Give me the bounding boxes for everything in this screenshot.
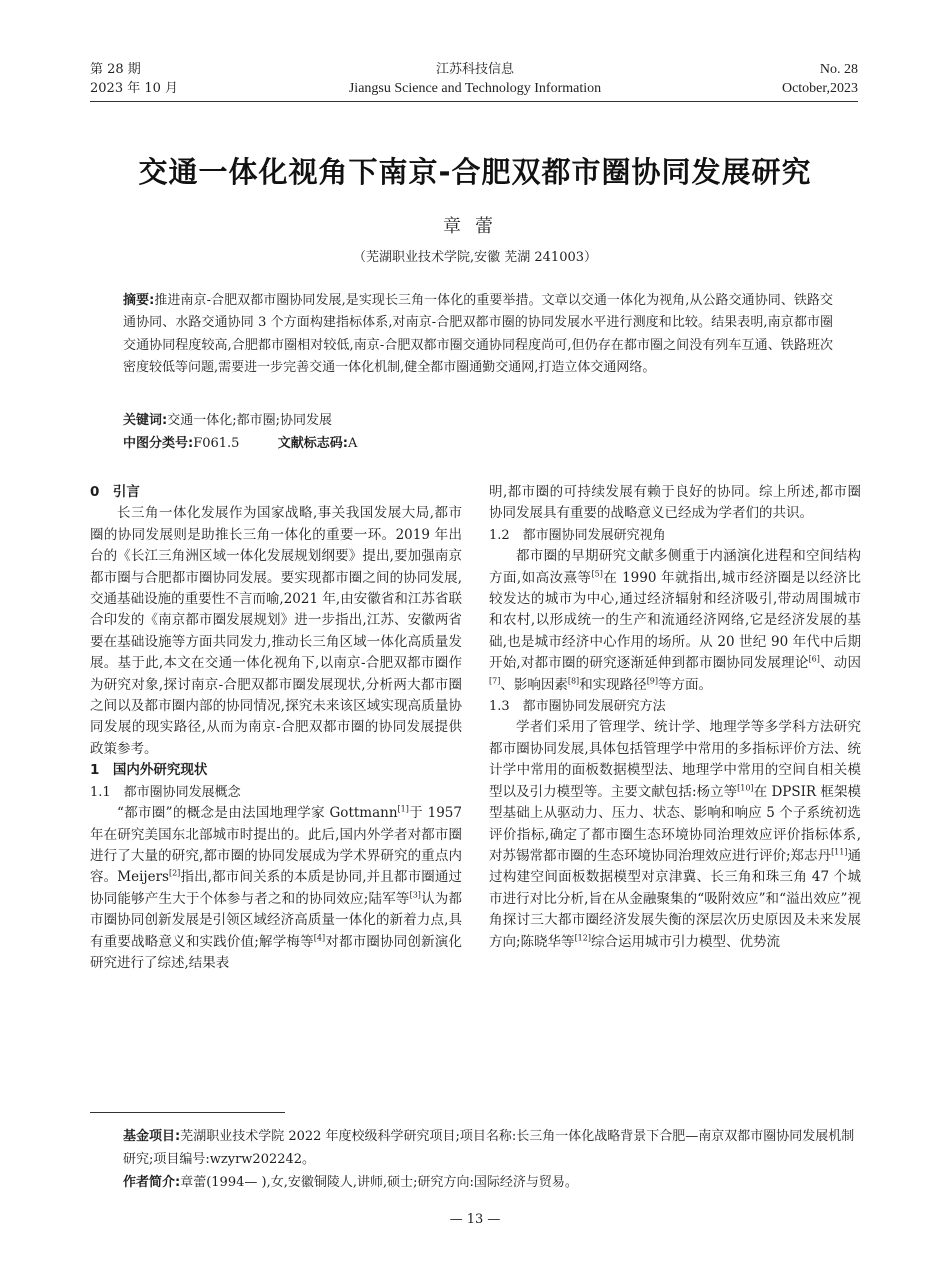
fund-label: 基金项目: bbox=[123, 1129, 181, 1144]
citation: [12] bbox=[574, 933, 591, 943]
paragraph-text: 都市圈的早期研究文献多侧重于内涵演化进程和空间结构方面,如高汝熹等 bbox=[489, 548, 861, 586]
paragraph-text: 在 DPSIR 框架模型基础上从驱动力、压力、状态、影响和响应 5 个子系统初选评价指标,确定了都市圈生态环境协同治理效应评价指标体系,对苏锡常都市圈的生态环境协同治理效应进行评价;郑志丹 bbox=[489, 783, 861, 864]
fund-text: 芜湖职业技术学院 2022 年度校级科学研究项目;项目名称:长三角一体化战略背景下合肥—南京双都市圈协同发展机制研究;项目编号:wzyrw202242。 bbox=[123, 1129, 855, 1167]
subsection-heading: 1.3 都市圈协同发展研究方法 bbox=[489, 699, 666, 715]
clc-label: 中图分类号: bbox=[123, 436, 194, 451]
subsection-heading: 1.2 都市圈协同发展研究视角 bbox=[489, 527, 666, 543]
citation: [10] bbox=[737, 783, 754, 793]
doc-code-label: 文献标志码: bbox=[277, 436, 348, 451]
paragraph-text: 、影响因素 bbox=[500, 676, 568, 693]
citation: [8] bbox=[567, 676, 580, 686]
paragraph: 明,都市圈的可持续发展有赖于良好的协同。综上所述,都市圈协同发展具有重要的战略意义已经成为学者们的共识。 bbox=[489, 484, 861, 522]
paragraph-text: 通过构建空间面板数据模型对京津冀、长三角和珠三角 47 个城市进行对比分析,旨在从金融聚集的“吸附效应”和“溢出效应”视角探讨三大都市圈经济发展失衡的深层次历史原因及未来发展方向;陈晓华等 bbox=[489, 847, 861, 950]
keywords bbox=[123, 410, 833, 432]
paragraph bbox=[90, 803, 462, 974]
page-number: — 13 — bbox=[449, 1212, 501, 1227]
paragraph-text: 学者们采用了管理学、统计学、地理学等多学科方法研究都市圈协同发展,具体包括管理学中常用的多指标评价方法、统计学中常用的面板数据模型法、地理学中常用的空间自相关模型以及引力模型等。主要文献包括:杨立等 bbox=[489, 719, 861, 800]
doc-code-value: A bbox=[347, 436, 358, 451]
keywords-label: 关键词: bbox=[123, 413, 168, 428]
body-left-column bbox=[90, 482, 462, 974]
header-rule bbox=[90, 101, 858, 102]
subsection-heading: 1.1 都市圈协同发展概念 bbox=[90, 784, 241, 800]
citation: [11] bbox=[831, 847, 848, 857]
keywords-text: 交通一体化;都市圈;协同发展 bbox=[167, 413, 332, 428]
paragraph: 长三角一体化发展作为国家战略,事关我国发展大局,都市圈的协同发展则是助推长三角一体化的重要一环。2019 年出台的《长江三角洲区域一体化发展规划纲要》提出,要加强南京都市圈与合肥都市圈协同发展。要实现都市圈之间的协同发展,交通基础设施的重要性不言而喻,2021 年,由安徽省和江苏省联合印发的《南京都市圈发展规划》进一步指出,江苏、安徽两省要在基础设施等方面共同发力,推动长三角区域一体化高质量发展。基于此,本文在交通一体化视角下,以南京-合肥双都市圈作为研究对象,探讨南京-合肥双都市圈发展现状,分析两大都市圈之间以及都市圈内部的协同情况,探究未来该区域实现高质量协同发展的现实路径,从而为南京-合肥双都市圈的协同发展提供政策参考。 bbox=[90, 505, 462, 757]
paragraph-text: 和实现路径 bbox=[579, 676, 647, 693]
citation: [7] bbox=[489, 676, 501, 686]
paper-title: 交通一体化视角下南京-合肥双都市圈协同发展研究 bbox=[138, 155, 812, 189]
body-right-column bbox=[489, 482, 861, 953]
header-journal-en: Jiangsu Science and Technology Information bbox=[348, 81, 602, 96]
header-journal-cn: 江苏科技信息 bbox=[435, 62, 514, 77]
footnotes bbox=[123, 1125, 858, 1194]
paragraph bbox=[489, 546, 861, 696]
citation: [9] bbox=[646, 676, 659, 686]
paragraph-text: 在 1990 年就指出,城市经济圈是以经济比较发达的城市为中心,通过经济辐射和经济吸引,带动周围城市和农村,以形成统一的生产和流通经济网络,它是经济发展的基础,也是城市经济中心作用的场所。从 20 世纪 90 年代中后期开始,对都市圈的研究逐渐延伸到都市圈协同发展理论 bbox=[489, 569, 861, 672]
abstract-label: 摘要: bbox=[123, 293, 155, 308]
header-issue-no: No. 28 bbox=[819, 62, 858, 77]
section-heading-review: 1 国内外研究现状 bbox=[90, 762, 208, 779]
paragraph-text: 综合运用城市引力模型、优势流 bbox=[590, 933, 780, 950]
citation: [5] bbox=[591, 569, 603, 579]
citation: [3] bbox=[409, 890, 421, 900]
paragraph-text: 认为都市圈协同创新发展是引领区域经济高质量一体化的新着力点,具有重要战略意义和实践价值;解学梅等 bbox=[90, 890, 462, 950]
citation: [6] bbox=[808, 654, 820, 664]
header-issue-en bbox=[782, 60, 858, 98]
paragraph-text: 、动因 bbox=[819, 655, 862, 672]
abstract bbox=[123, 290, 833, 379]
paragraph-text: 对都市圈协同创新演化研究进行了综述,结果表 bbox=[90, 933, 462, 971]
author-note bbox=[123, 1171, 858, 1194]
paragraph bbox=[489, 717, 861, 952]
footnote-rule bbox=[90, 1112, 285, 1113]
author-affiliation: （芜湖职业技术学院,安徽 芜湖 241003） bbox=[352, 250, 598, 265]
abstract-text: 推进南京-合肥双都市圈协同发展,是实现长三角一体化的重要举措。文章以交通一体化为视角,从公路交通协同、铁路交通协同、水路交通协同 3 个方面构建指标体系,对南京-合肥双都市圈的协同发展水平进行测度和比较。结果表明,南京都市圈交通协同程度较高,合肥都市圈相对较低,南京-合肥双都市圈交通协同程度尚可,但仍存在都市圈之间没有列车互通、铁路班次密度较低等问题,需要进一步完善交通一体化机制,健全都市圈通勤交通网,打造立体交通网络。 bbox=[123, 293, 833, 375]
paragraph-text: 等方面。 bbox=[658, 676, 713, 693]
author-name: 章蕾 bbox=[443, 216, 507, 237]
header-date-cn: 2023 年 10 月 bbox=[90, 81, 179, 96]
section-heading-intro: 0 引言 bbox=[90, 484, 140, 500]
classification bbox=[123, 433, 833, 455]
citation: [2] bbox=[168, 868, 181, 878]
header-date-en: October,2023 bbox=[781, 81, 858, 96]
author-note-label: 作者简介: bbox=[123, 1175, 181, 1190]
clc-value: F061.5 bbox=[193, 436, 240, 451]
paragraph-text: 指出,都市间关系的本质是协同,并且都市圈通过协同能够产生大于个体参与者之和的协同效应;陆军等 bbox=[90, 869, 462, 907]
fund-note bbox=[123, 1125, 858, 1171]
citation: [1] bbox=[397, 804, 409, 814]
author-note-text: 章蕾(1994— ),女,安徽铜陵人,讲师,硕士;研究方向:国际经济与贸易。 bbox=[180, 1175, 578, 1190]
citation: [4] bbox=[313, 933, 326, 943]
paragraph-text: “都市圈”的概念是由法国地理学家 Gottmann bbox=[117, 805, 398, 822]
paragraph-text: 于 1957 年在研究美国东北部城市时提出的。此后,国内外学者对都市圈进行了大量的研究,都市圈的协同发展成为学术界研究的重点内容。Meijers bbox=[90, 805, 462, 886]
header-issue-cn: 第 28 期 bbox=[90, 62, 141, 77]
